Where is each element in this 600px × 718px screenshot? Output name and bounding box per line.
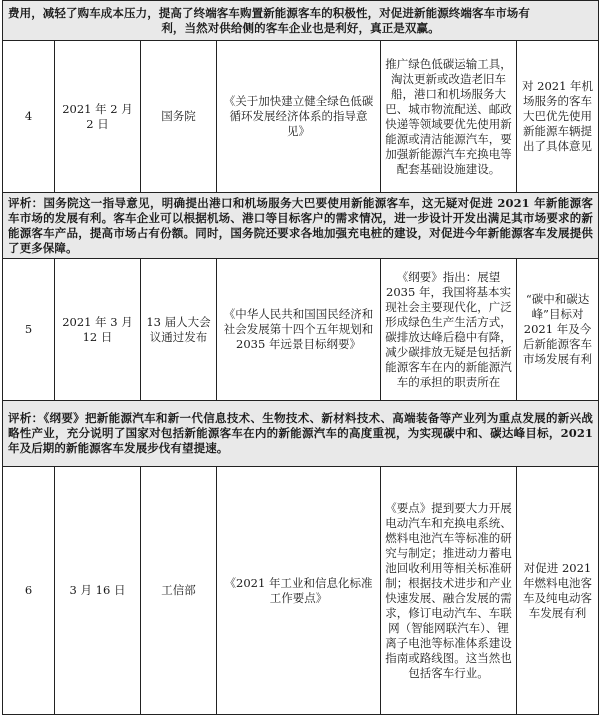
document-cell: 《2021 年工业和信息化标准工作要点》 — [217, 467, 381, 715]
effect-cell: “碳中和碳达峰”目标对 2021 年及今后新能源客车市场发展有利 — [517, 259, 599, 401]
comment-text: 利，当然对供给侧的客车企业也是利好，真正是双赢。 — [161, 20, 440, 35]
document-cell: 《中华人民共和国国民经济和社会发展第十四个五年规划和 2035 年远景目标纲要》 — [217, 259, 381, 401]
content-cell: 《纲要》指出：展望 2035 年，我国将基本实现社会主要现代化，广泛形成绿色生产生活方式，碳排放达峰后稳中有降，减少碳排放无疑是包括新能源客车在内的新能源汽车的承担的职责所在 — [381, 259, 517, 401]
comment-cell: 评析：《纲要》把新能源汽车和新一代信息技术、生物技术、新材料技术、高端装备等产业列为重点发展的新兴战略性产业，充分说明了国家对包括新能源客车在内的新能源汽车的高度重视，为实现碳中和、碳达峰目标，2021 年及后期的新能源客车发展步伐有望提速。 — [3, 401, 599, 467]
table-row-comment — [3, 401, 599, 467]
comment-text: 费用，减轻了购车成本压力，提高了终端客车购置新能源客车的积极性，对促进新能源终端客车市场有 — [8, 5, 530, 20]
row-number: 5 — [3, 259, 55, 401]
table-row — [3, 259, 599, 401]
row-number: 6 — [3, 467, 55, 715]
table-row-comment-top — [3, 1, 599, 41]
content-cell: 推广绿色低碳运输工具，淘汰更新或改造老旧车船，港口和机场服务大巴、城市物流配送、邮政快递等领域要优先使用新能源或清洁能源汽车，要加强新能源汽车充换电等配套基础设施建设。 — [381, 41, 517, 193]
date-cell: 2021 年 3 月 12 日 — [55, 259, 141, 401]
policy-table — [2, 0, 599, 715]
document-cell: 《关于加快建立健全绿色低碳循环发展经济体系的指导意见》 — [217, 41, 381, 193]
comment-cell: 评析：国务院这一指导意见，明确提出港口和机场服务大巴要使用新能源客车，这无疑对促进 2021 年新能源客车市场的发展有利。客车企业可以根据机场、港口等目标客户的需求情况，进一步设计开发出满足其市场要求的新能源客车产品，提高市场占有份额。同时，国务院还要求各地加强充电桩的建设，对促进今年新能源客车发展提供了更多保障。 — [3, 193, 599, 259]
effect-cell: 对促进 2021 年燃料电池客车及纯电动客车发展有利 — [517, 467, 599, 715]
row-number: 4 — [3, 41, 55, 193]
issuer-cell: 工信部 — [141, 467, 217, 715]
date-cell: 2021 年 2 月 2 日 — [55, 41, 141, 193]
issuer-cell: 13 届人大会议通过发布 — [141, 259, 217, 401]
content-cell: 《要点》提到要大力开展电动汽车和充换电系统、燃料电池汽车等标准的研究与制定；推进动力蓄电池回收利用等相关标准研制；根据技术进步和产业快速发展、融合发展的需求，修订电动汽车、车联网（智能网联汽车）、锂离子电池等标准体系建设指南或路线图。这当然也包括客车行业。 — [381, 467, 517, 715]
effect-cell: 对 2021 年机场服务的客车大巴优先使用新能源车辆提出了具体意见 — [517, 41, 599, 193]
table-row — [3, 467, 599, 715]
comment-cell — [3, 1, 599, 41]
issuer-cell: 国务院 — [141, 41, 217, 193]
date-cell: 3 月 16 日 — [55, 467, 141, 715]
table-row — [3, 41, 599, 193]
table-row-comment — [3, 193, 599, 259]
